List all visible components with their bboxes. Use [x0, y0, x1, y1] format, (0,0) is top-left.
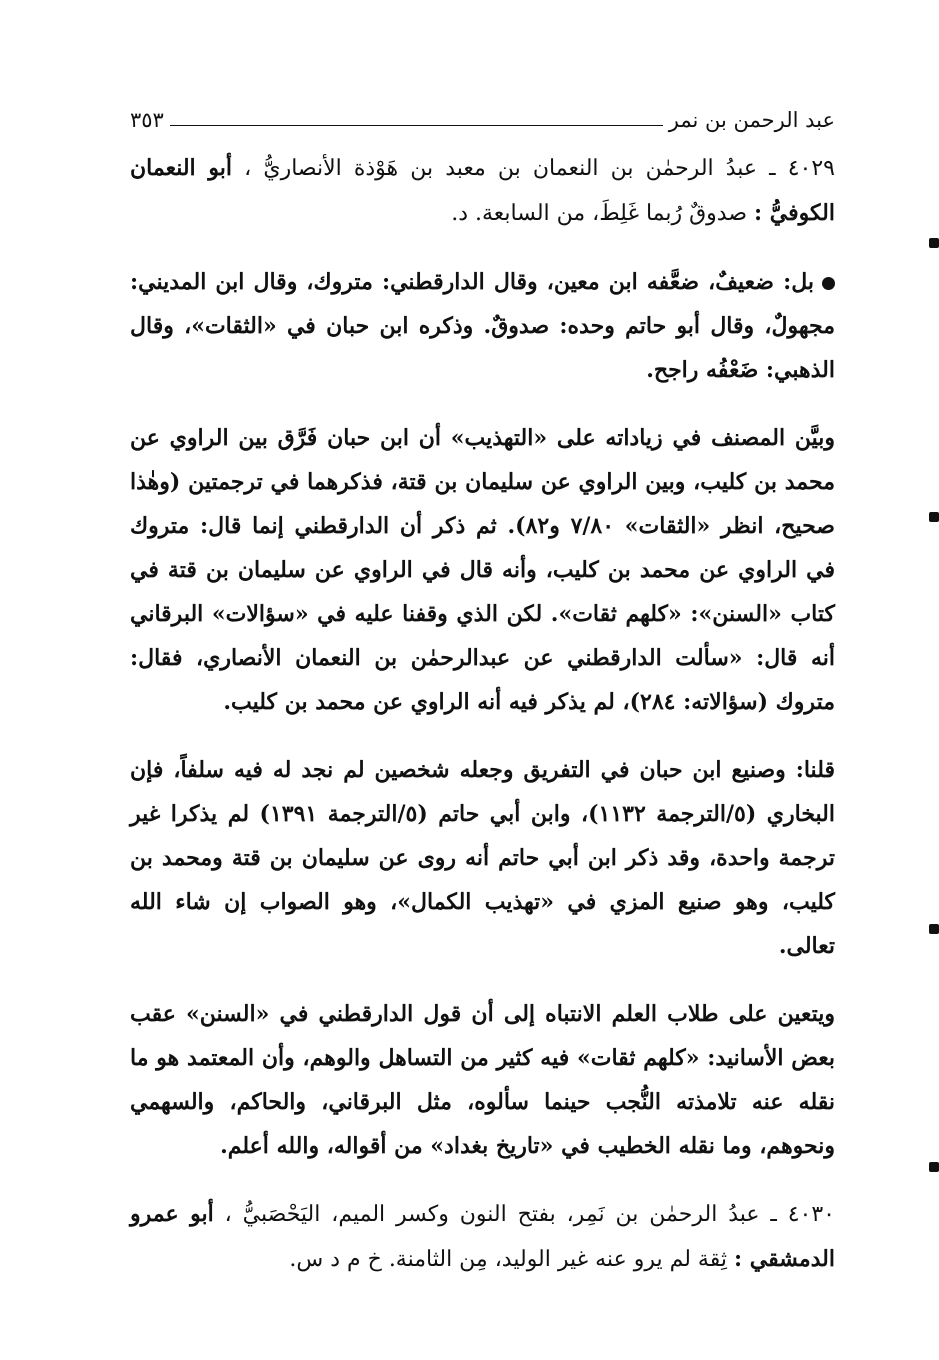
- entry-verdict: ثِقة لم يرو عنه غير الوليد، مِن الثامنة. خ م د س.: [289, 1247, 727, 1272]
- entry-kunya: أبو عمرو الدمشقي :: [130, 1201, 835, 1272]
- entry-4029: [130, 146, 835, 236]
- page-number: ٣٥٣: [130, 108, 164, 132]
- margin-mark: [929, 924, 939, 934]
- entry-number: ٤٠٣٠ ـ: [770, 1202, 835, 1227]
- header-rule: [170, 125, 663, 126]
- running-title: عبد الرحمن بن نمر: [668, 108, 835, 132]
- margin-mark: [929, 238, 939, 248]
- entry-name: عبدُ الرحمٰن بن نَمِر، بفتح النون وكسر الميم، اليَحْصَبيُّ ،: [224, 1202, 760, 1227]
- entry-number: ٤٠٢٩ ـ: [769, 156, 835, 181]
- entry-4030: [130, 1192, 835, 1282]
- commentary-paragraph-4: ويتعين على طلاب العلم الانتباه إلى أن قول الدارقطني في «السنن» عقب بعض الأسانيد: «كلهم ثقات» فيه كثير من التساهل والوهم، وأن المعتمد هو ما نقله عنه تلامذته النُّجب حينما سألوه، مثل البرقاني، والحاكم، والسهمي ونحوهم، وما نقله الخطيب في «تاريخ بغداد» من أقواله، والله أعلم.: [130, 1001, 835, 1159]
- entry-name: عبدُ الرحمٰن بن النعمان بن معبد بن هَوْذة الأنصاريُّ ،: [244, 156, 758, 181]
- margin-mark: [929, 1162, 939, 1172]
- entry-kunya: أبو النعمان الكوفيُّ :: [130, 155, 835, 226]
- bullet-icon: [822, 277, 835, 290]
- margin-mark: [929, 512, 939, 522]
- commentary-paragraph-1: [130, 260, 835, 392]
- running-header: [130, 100, 835, 132]
- commentary-paragraph-3: قلنا: وصنيع ابن حبان في التفريق وجعله شخصين لم نجد له فيه سلفاً، فإن البخاري (٥/الترجمة ١١٣٢)، وابن أبي حاتم (٥/الترجمة ١٣٩١) لم يذكرا غير ترجمة واحدة، وقد ذكر ابن أبي حاتم أنه روى عن سليمان بن قتة ومحمد بن كليب، وهو صنيع المزي في «تهذيب الكمال»، وهو الصواب إن شاء الله تعالى.: [130, 757, 835, 959]
- entry-verdict: صدوقٌ رُبما غَلِطَ، من السابعة. د.: [451, 201, 748, 226]
- commentary-paragraph-2: وبيَّن المصنف في زياداته على «التهذيب» أن ابن حبان فَرَّق بين الراوي عن محمد بن كليب، وبين الراوي عن سليمان بن قتة، فذكرهما في ترجمتين (وهٰذا صحيح، انظر «الثقات» ٧/٨٠ و٨٢). ثم ذكر أن الدارقطني إنما قال: متروك في الراوي عن محمد بن كليب، وأنه قال في الراوي عن سليمان بن قتة في كتاب «السنن»: «كلهم ثقات». لكن الذي وقفنا عليه في «سؤالات» البرقاني أنه قال: «سألت الدارقطني عن عبدالرحمٰن بن النعمان الأنصاري، فقال: متروك (سؤالاته: ٢٨٤)، لم يذكر فيه أنه الراوي عن محمد بن كليب.: [130, 425, 835, 715]
- commentary-text: بل: ضعيفٌ، ضعَّفه ابن معين، وقال الدارقطني: متروك، وقال ابن المديني: مجهولٌ، وقال أبو حاتم وحده: صدوقٌ. وذكره ابن حبان في «الثقات»، وقال الذهبي: ضَعْفُه راجح.: [130, 269, 835, 383]
- document-page: [130, 100, 835, 1306]
